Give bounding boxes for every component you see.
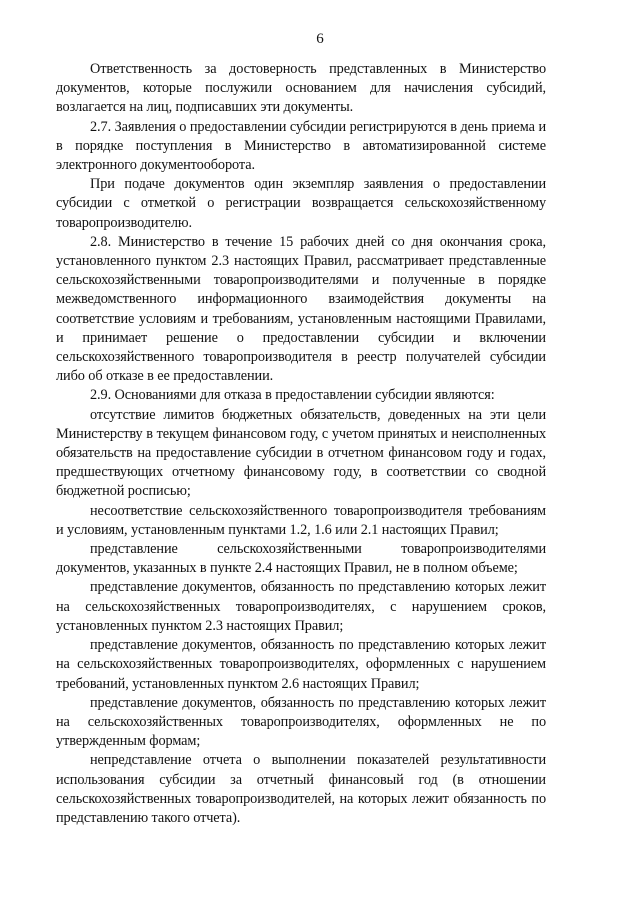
list-item-requirements-violation: представление документов, обязанность по представлению которых лежит на сельскохозяйственных товаропроизводителях, оформленных с нарушением требований, установленных пунктом 2.6 настоящих Правил; [56, 637, 546, 692]
list-item-missing-report: непредставление отчета о выполнении показателей результативности использования субсидии за отчетный финансовый год (в отношении сельскохозяйственных товаропроизводителей, на которых лежит обязанность по представлению такого отчета). [56, 752, 546, 826]
paragraph-application-copy: При подаче документов один экземпляр заявления о предоставлении субсидии с отметкой о регистрации возвращается сельскохозяйственному товаропроизводителю. [56, 176, 546, 231]
paragraph-responsibility: Ответственность за достоверность представленных в Министерство документов, которые послужили основанием для начисления субсидий, возлагается на лиц, подписавших эти документы. [56, 61, 546, 116]
page-number: 6 [316, 31, 324, 47]
paragraph-2-7-registration: 2.7. Заявления о предоставлении субсидии регистрируются в день приема и в порядке поступления в Министерство в автоматизированной системе электронного документооборота. [56, 118, 546, 174]
paragraph-2-8-review: 2.8. Министерство в течение 15 рабочих дней со дня окончания срока, установленного пунктом 2.3 настоящих Правил, рассматривает представленные сельскохозяйственными товаропроизводителями и полученные в порядке межведомственного информационного взаимодействия документы на соответствие условиям и требованиям, установленным настоящими Правилами, и принимает решение о предоставлении субсидии и включении сельскохозяйственного товаропроизводителя в реестр получателей субсидии либо об отказе в ее предоставлении. [56, 233, 546, 385]
list-item-no-budget-limits: отсутствие лимитов бюджетных обязательств, доведенных на эти цели Министерству в текущем финансовом году, с учетом принятых и неисполненных обязательств на предоставление субсидии в отчетном финансовом году и годах, предшествующих отчетному финансовому году, в соответствии со сводной бюджетной росписью; [56, 406, 546, 500]
list-item-late-submission: представление документов, обязанность по представлению которых лежит на сельскохозяйственных товаропроизводителях, с нарушением сроков, установленных пунктом 2.3 настоящих Правил; [56, 579, 546, 634]
paragraph-2-9-refusal-grounds: 2.9. Основаниями для отказа в предоставлении субсидии являются: [90, 387, 495, 404]
list-item-incomplete-documents: представление сельскохозяйственными товаропроизводителями документов, указанных в пункте 2.4 настоящих Правил, не в полном объеме; [56, 541, 546, 577]
list-item-wrong-forms: представление документов, обязанность по представлению которых лежит на сельскохозяйственных товаропроизводителях, оформленных не по утвержденным формам; [56, 694, 546, 750]
document-body [56, 60, 546, 828]
list-item-nonconformity: несоответствие сельскохозяйственного товаропроизводителя требованиям и условиям, установленным пунктами 1.2, 1.6 или 2.1 настоящих Правил; [56, 502, 546, 538]
